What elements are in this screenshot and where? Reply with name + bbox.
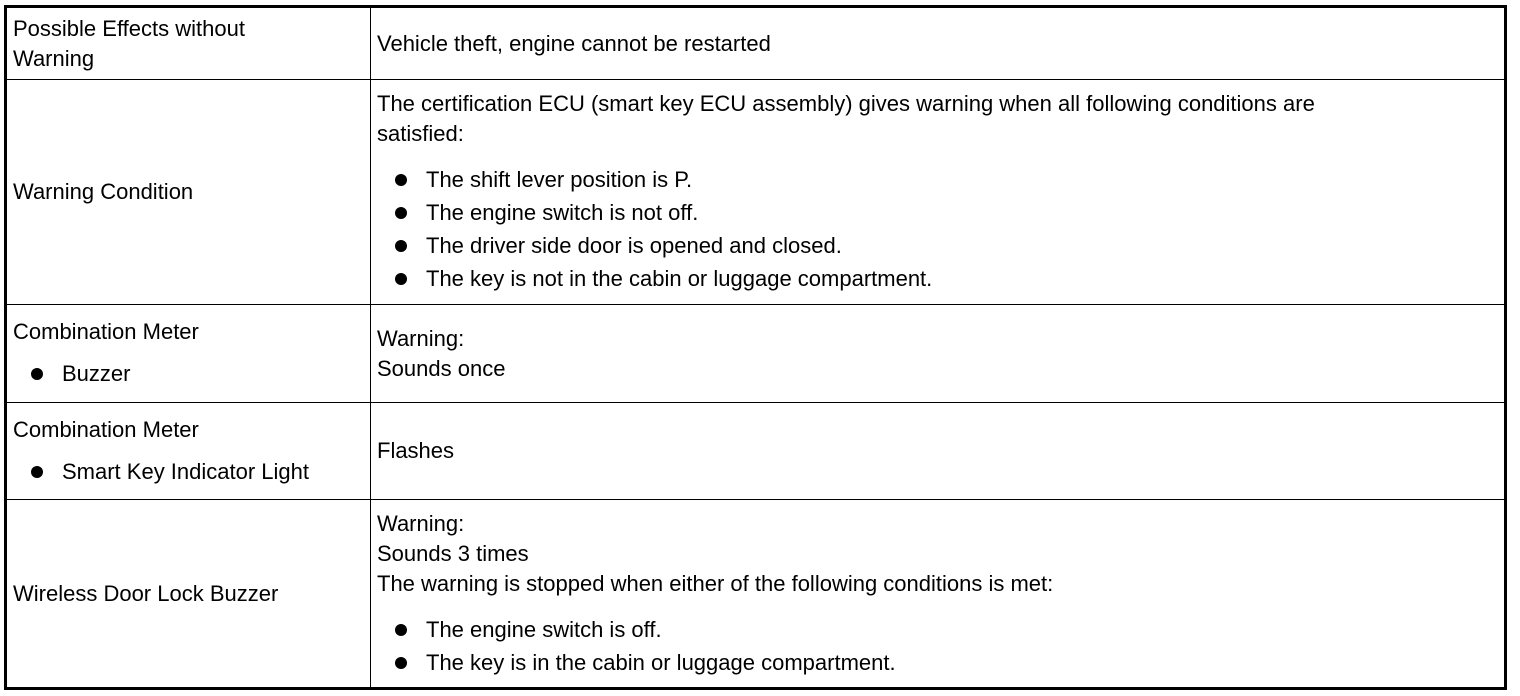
stop-condition-bullet-list (377, 613, 1498, 679)
label-cell-combination-meter-buzzer (6, 305, 371, 403)
table-row-wireless-door-lock-buzzer (6, 500, 1506, 689)
table-row-combination-meter-buzzer (6, 305, 1506, 403)
value-text: The certification ECU (smart key ECU assembly) gives warning when all following conditions are (377, 91, 1315, 116)
value-cell-combination-meter-buzzer (371, 305, 1506, 403)
value-cell-possible-effects (371, 7, 1506, 80)
list-item: The key is not in the cabin or luggage compartment. (377, 262, 1498, 295)
label-text: Possible Effects without (13, 15, 245, 41)
list-item: Buzzer (13, 357, 364, 390)
value-cell-warning-condition (371, 80, 1506, 305)
table-row-possible-effects (6, 7, 1506, 80)
table-row-warning-condition (6, 80, 1506, 305)
list-item: The driver side door is opened and closed. (377, 229, 1498, 262)
value-text: satisfied: (377, 121, 464, 146)
table-row-combination-meter-indicator (6, 403, 1506, 500)
label-cell-combination-meter-indicator (6, 403, 371, 500)
label-cell-wireless-door-lock-buzzer (6, 500, 371, 689)
list-item: The shift lever position is P. (377, 163, 1498, 196)
list-item: The engine switch is not off. (377, 196, 1498, 229)
label-bullet-list (13, 357, 364, 390)
label-text: Warning Condition (13, 179, 194, 204)
value-text: Warning: (377, 325, 465, 351)
value-text: Sounds 3 times (377, 540, 529, 566)
label-cell-warning-condition (6, 80, 371, 305)
value-cell-wireless-door-lock-buzzer (371, 500, 1506, 689)
warning-spec-table (4, 5, 1507, 690)
label-bullet-list (13, 455, 364, 488)
value-text: Vehicle theft, engine cannot be restarted (377, 30, 771, 56)
label-text: Wireless Door Lock Buzzer (13, 580, 279, 606)
label-text: Combination Meter (13, 319, 199, 344)
value-text: Warning: (377, 510, 465, 536)
label-text: Combination Meter (13, 416, 199, 442)
list-item: The key is in the cabin or luggage compartment. (377, 646, 1498, 679)
label-text: Warning (13, 45, 95, 71)
label-cell-possible-effects (6, 7, 371, 80)
value-text: Flashes (377, 438, 455, 463)
value-text: The warning is stopped when either of the following conditions is met: (377, 570, 1054, 596)
value-cell-combination-meter-indicator (371, 403, 1506, 500)
list-item: The engine switch is off. (377, 613, 1498, 646)
condition-bullet-list (377, 163, 1498, 295)
list-item: Smart Key Indicator Light (13, 455, 364, 488)
value-text: Sounds once (377, 355, 506, 381)
